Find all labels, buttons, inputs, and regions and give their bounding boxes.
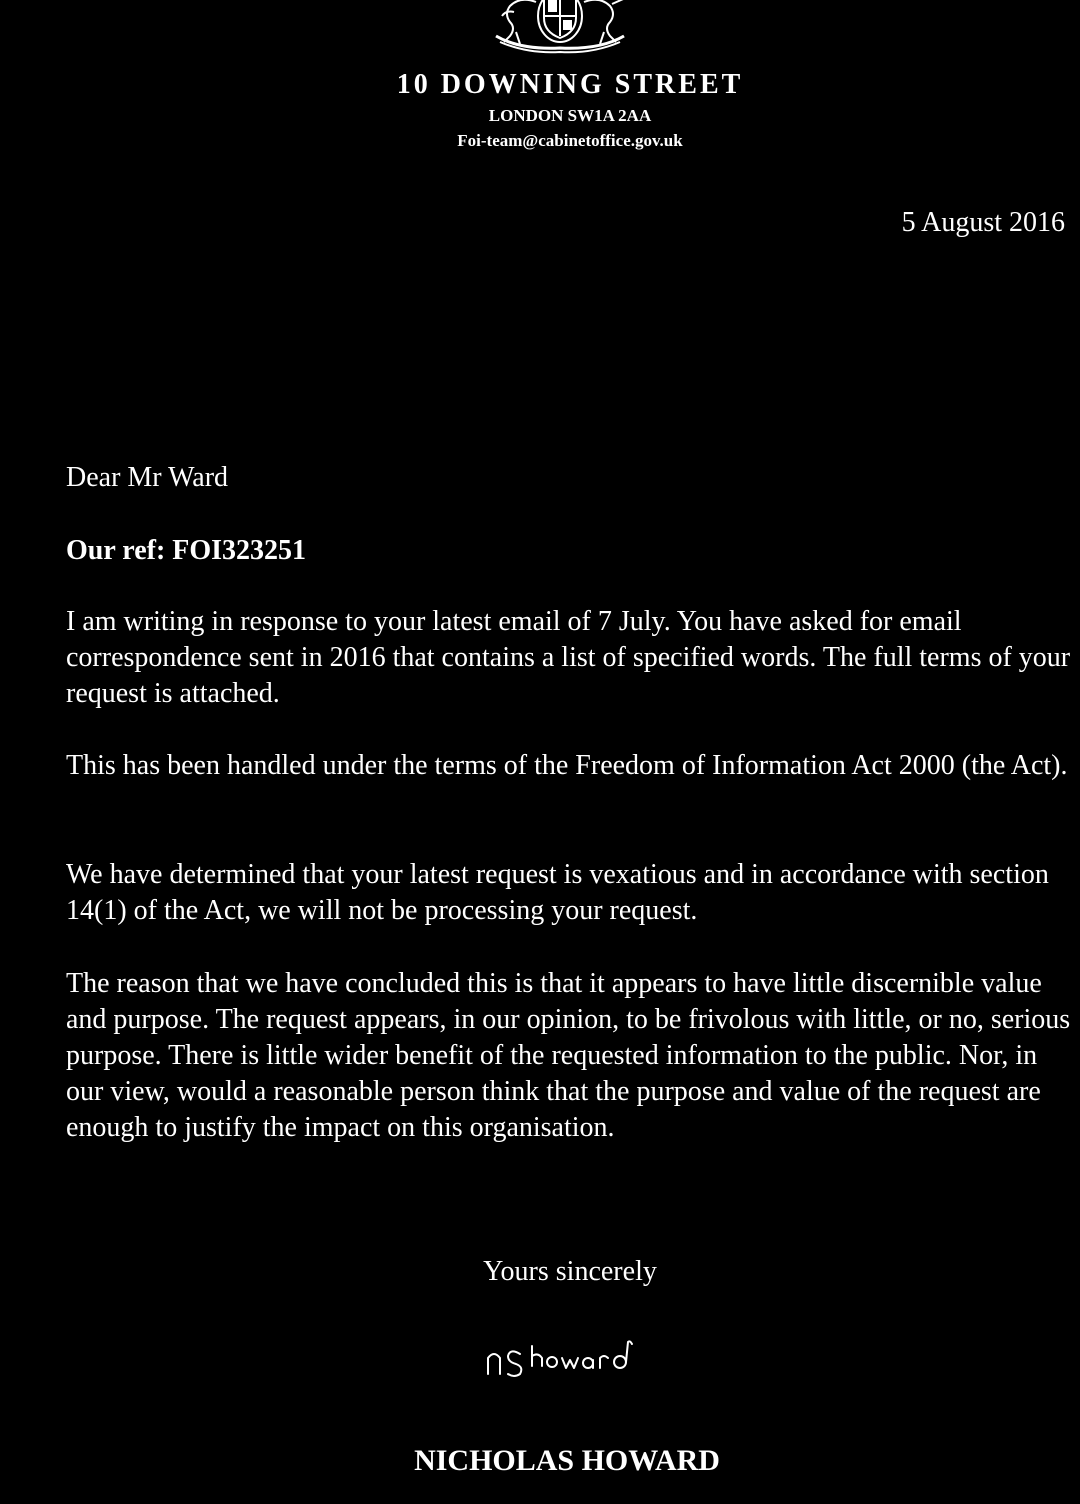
body-paragraph: We have determined that your latest request is vexatious and in accordance with section 14(1) of the Act, we will not be processing your request. — [66, 859, 1049, 926]
signatory-name: NICHOLAS HOWARD — [414, 1444, 720, 1477]
salutation: Dear Mr Ward — [66, 462, 229, 493]
letterhead-city: LONDON SW1A 2AA — [488, 106, 652, 125]
letter-date: 5 August 2016 — [901, 207, 1065, 238]
body-paragraph: This has been handled under the terms of the Freedom of Information Act 2000 (the Act). — [66, 750, 1068, 781]
body-paragraph: I am writing in response to your latest email of 7 July. You have asked for email correspondence sent in 2016 that contains a list of specified words. The full terms of your request is attached. — [66, 606, 1071, 709]
handwritten-signature — [480, 1336, 660, 1384]
letterhead-address: 10 DOWNING STREET — [396, 69, 744, 100]
reference-number: Our ref: FOI323251 — [66, 535, 307, 566]
closing: Yours sincerely — [483, 1256, 657, 1287]
royal-coat-of-arms-icon — [480, 0, 640, 54]
letterhead-email: Foi-team@cabinetoffice.gov.uk — [457, 131, 683, 150]
body-paragraph: The reason that we have concluded this is that it appears to have little discernible value and purpose. The request appears, in our opinion, to be frivolous with little, or no, serious purpose. There is little wider benefit of the requested information to the public. Nor, in our view, would a reasonable person think that the purpose and value of the request are enough to justify the impact on this organisation. — [66, 968, 1071, 1143]
